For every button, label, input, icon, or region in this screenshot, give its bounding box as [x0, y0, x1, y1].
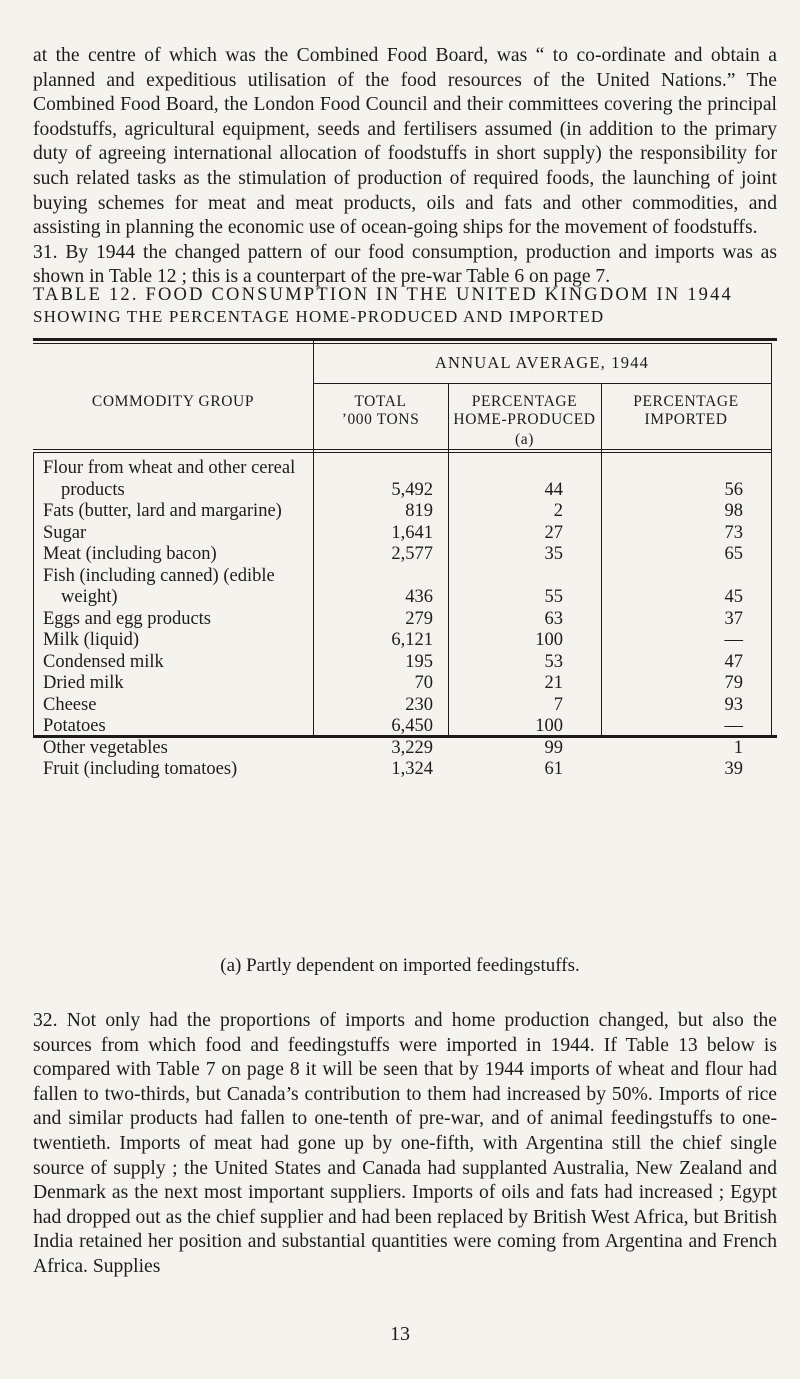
cell-imported: 93	[724, 694, 743, 715]
cell-total: 6,121	[391, 630, 433, 650]
cell-home: 7	[553, 694, 563, 715]
row-label: Meat (including bacon)	[43, 544, 217, 564]
row-label: Flour from wheat and other cereal	[43, 458, 296, 478]
row-label: Fish (including canned) (edible	[43, 565, 275, 586]
cell-total: 230	[405, 694, 433, 715]
row-label: Sugar	[43, 522, 87, 543]
cell-total: 3,229	[391, 737, 433, 758]
table-footnote: (a) Partly dependent on imported feedingstuffs.	[220, 955, 580, 976]
cell-home: 55	[544, 587, 563, 607]
row-label-continuation: weight)	[61, 587, 118, 607]
cell-imported: —	[724, 716, 743, 736]
cell-total: 819	[405, 501, 433, 521]
table-title	[33, 284, 777, 328]
cell-imported: 39	[724, 759, 743, 779]
cell-total: 1,324	[391, 759, 433, 779]
cell-imported: 37	[724, 608, 743, 629]
row-label: Potatoes	[43, 716, 106, 736]
row-label: Cheese	[43, 694, 97, 715]
cell-imported: —	[724, 630, 743, 650]
row-label: Eggs and egg products	[43, 608, 212, 629]
food-consumption-table	[33, 338, 777, 779]
cell-home: 35	[544, 544, 563, 564]
imported-header: PERCENTAGE IMPORTED	[633, 393, 739, 428]
table-title-line-2: SHOWING THE PERCENTAGE HOME-PRODUCED AND IMPORTED	[33, 307, 605, 326]
table-title-line-1: TABLE 12. FOOD CONSUMPTION IN THE UNITED KINGDOM IN 1944	[33, 285, 733, 305]
row-label: Other vegetables	[43, 737, 168, 758]
page-number: 13	[390, 1323, 410, 1345]
annual-average-header: ANNUAL AVERAGE, 1944	[434, 353, 650, 372]
total-header: TOTAL ’000 TONS	[341, 393, 420, 428]
cell-imported: 65	[724, 544, 743, 564]
cell-home: 61	[544, 759, 563, 779]
cell-home: 99	[544, 737, 563, 758]
cell-imported: 56	[724, 479, 743, 500]
cell-home: 100	[535, 630, 563, 650]
row-label: Fruit (including tomatoes)	[43, 759, 238, 779]
row-label: Milk (liquid)	[43, 630, 140, 650]
cell-total: 195	[405, 651, 433, 672]
cell-total: 6,450	[391, 716, 433, 736]
paragraph-text: at the centre of which was the Combined Food Board, was “ to co-ordinate and obtain a planned and expeditious utilisation of the food resources of the United Nations.” The Combined Food Board, the London Food Council and their committees covering the principal foodstuffs, agricultural equipment, seeds and fertilisers assumed (in addition to the primary duty of agreeing international allocation of foodstuffs in short supply) the responsibility for such related tasks as the stimulation of production of required foods, the launching of joint buying schemes for meat and meat products, oils and fats and other commodities, and assisting in planning the economic use of ocean-going ships for the movement of foodstuffs.	[33, 45, 777, 239]
paragraph-30-continuation	[33, 44, 777, 290]
cell-imported: 45	[724, 587, 743, 607]
cell-home: 27	[544, 522, 563, 543]
cell-home: 2	[553, 501, 563, 521]
cell-imported: 1	[733, 737, 743, 758]
cell-imported: 47	[724, 651, 743, 672]
cell-home: 63	[544, 608, 563, 629]
commodity-group-header: COMMODITY GROUP	[91, 393, 255, 410]
row-label: Fats (butter, lard and margarine)	[43, 501, 282, 521]
row-label-continuation: products	[61, 479, 125, 500]
cell-home: 44	[544, 479, 563, 500]
cell-imported: 73	[724, 522, 743, 543]
cell-home: 53	[544, 651, 563, 672]
cell-total: 279	[405, 608, 433, 629]
cell-total: 1,641	[391, 522, 433, 543]
paragraph-31-text: 31. By 1944 the changed pattern of our food consumption, production and imports was as shown in Table 12 ; this is a counterpart of the pre-war Table 6 on page 7.	[33, 241, 777, 288]
cell-total: 5,492	[391, 479, 433, 500]
cell-imported: 79	[724, 673, 743, 693]
row-label: Dried milk	[43, 673, 124, 693]
cell-total: 436	[405, 587, 433, 607]
home-produced-header: PERCENTAGE HOME-PRODUCED (a)	[453, 393, 596, 448]
cell-home: 100	[535, 716, 563, 736]
cell-total: 2,577	[391, 544, 433, 564]
cell-total: 70	[414, 673, 433, 693]
cell-home: 21	[544, 673, 563, 693]
row-label: Condensed milk	[43, 651, 164, 672]
cell-imported: 98	[724, 501, 743, 521]
paragraph-32: 32. Not only had the proportions of imports and home production changed, but also the sources from which food and feedingstuffs were imported in 1944. If Table 13 below is compared with Table 7 on page 8 it will be seen that by 1944 imports of wheat and flour had fallen to two-thirds, but Canada’s contribution to them had increased by 50%. Imports of rice and similar products had fallen to one-tenth of pre-war, and of animal feedingstuffs to one-twentieth. Imports of meat had gone up by one-fifth, with Argentina still the chief single source of supply ; the United States and Canada had supplanted Australia, New Zealand and Denmark as the next most important suppliers. Imports of oils and fats had increased ; Egypt had dropped out as the chief supplier and had been replaced by British West Africa, but British India retained her position and substantial quantities were coming from Argentina and French Africa. Supplies	[33, 1010, 777, 1277]
